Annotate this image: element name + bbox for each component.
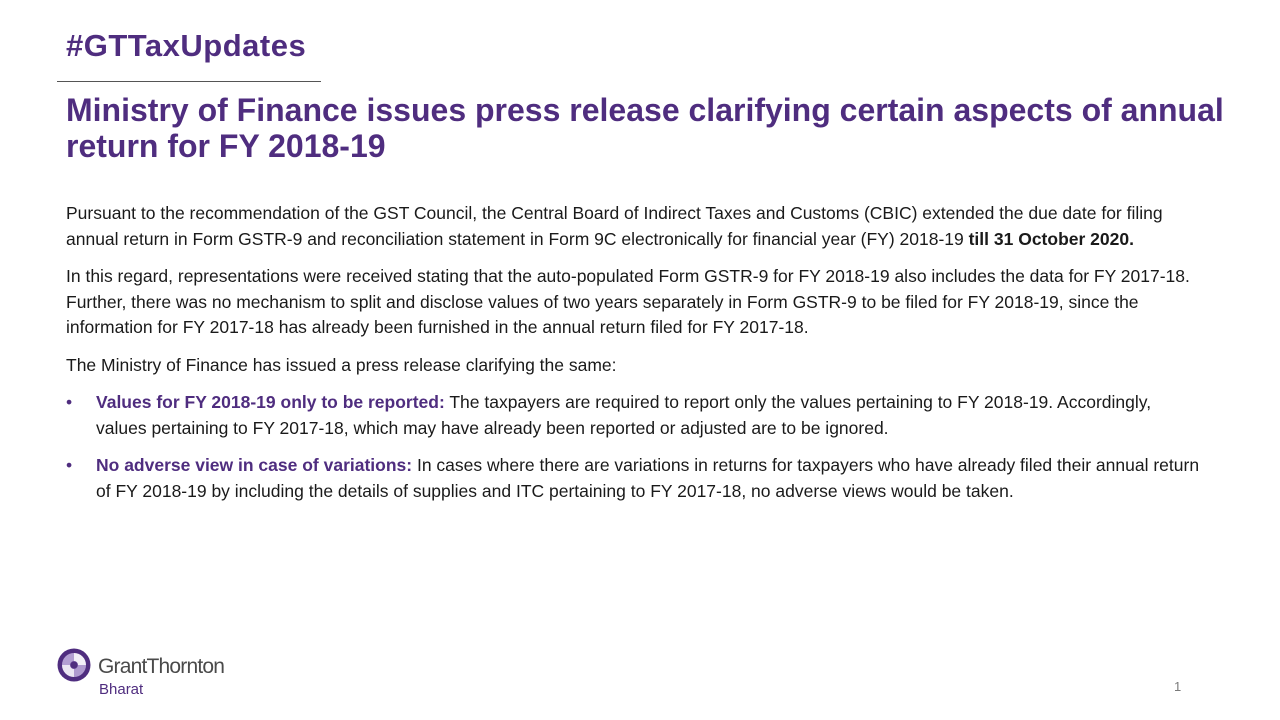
grant-thornton-logo (57, 648, 257, 700)
logo-wordmark: GrantThornton (98, 655, 225, 678)
header-divider (57, 81, 321, 82)
paragraph-representations: In this regard, representations were received stating that the auto-populated Form GSTR-9 for FY 2018-19 also includes the data for FY 2017-18. Further, there was no mechanism to split and disclose values of two years separately in Form GSTR-9 to be filed for FY 2018-19, since the information for FY 2017-18 has already been furnished in the annual return filed for FY 2017-18. (66, 266, 1190, 337)
clarification-list (66, 390, 1206, 504)
list-item-heading: Values for FY 2018-19 only to be reported: (96, 392, 445, 412)
bullet-icon: • (66, 392, 73, 412)
paragraph-due-date (66, 201, 1206, 252)
hashtag-heading: #GTTaxUpdates (66, 28, 307, 63)
main-content (66, 201, 1206, 516)
due-date-highlight: till 31 October 2020. (968, 228, 1134, 249)
logo-subtext: Bharat (99, 681, 144, 698)
page-title: Ministry of Finance issues press release clarifying certain aspects of annual return for FY 2018-19 (66, 92, 1224, 164)
grant-thornton-swirl-icon (57, 648, 91, 682)
paragraph-due-date-text: Pursuant to the recommendation of the GST Council, the Central Board of Indirect Taxes and Customs (CBIC) extended the due date for filing annual return in Form GSTR-9 and reconciliation statement in Form 9C electronically for financial year (FY) 2018-19 (66, 203, 1163, 249)
list-item (66, 390, 1206, 441)
list-item (66, 453, 1206, 504)
paragraph-press-release: The Ministry of Finance has issued a press release clarifying the same: (66, 354, 617, 375)
page-number: 1 (1174, 679, 1182, 694)
list-item-text: In cases where there are variations in returns for taxpayers who have already filed their annual return of FY 2018-19 by including the details of supplies and ITC pertaining to FY 2017-18, no adverse views would be taken. (96, 455, 1200, 501)
list-item-text: The taxpayers are required to report only the values pertaining to FY 2018-19. Accordingly, values pertaining to FY 2017-18, which may have already been reported or adjusted are to be ignored. (96, 392, 1152, 438)
bullet-icon: • (66, 455, 73, 475)
list-item-heading: No adverse view in case of variations: (96, 455, 413, 475)
